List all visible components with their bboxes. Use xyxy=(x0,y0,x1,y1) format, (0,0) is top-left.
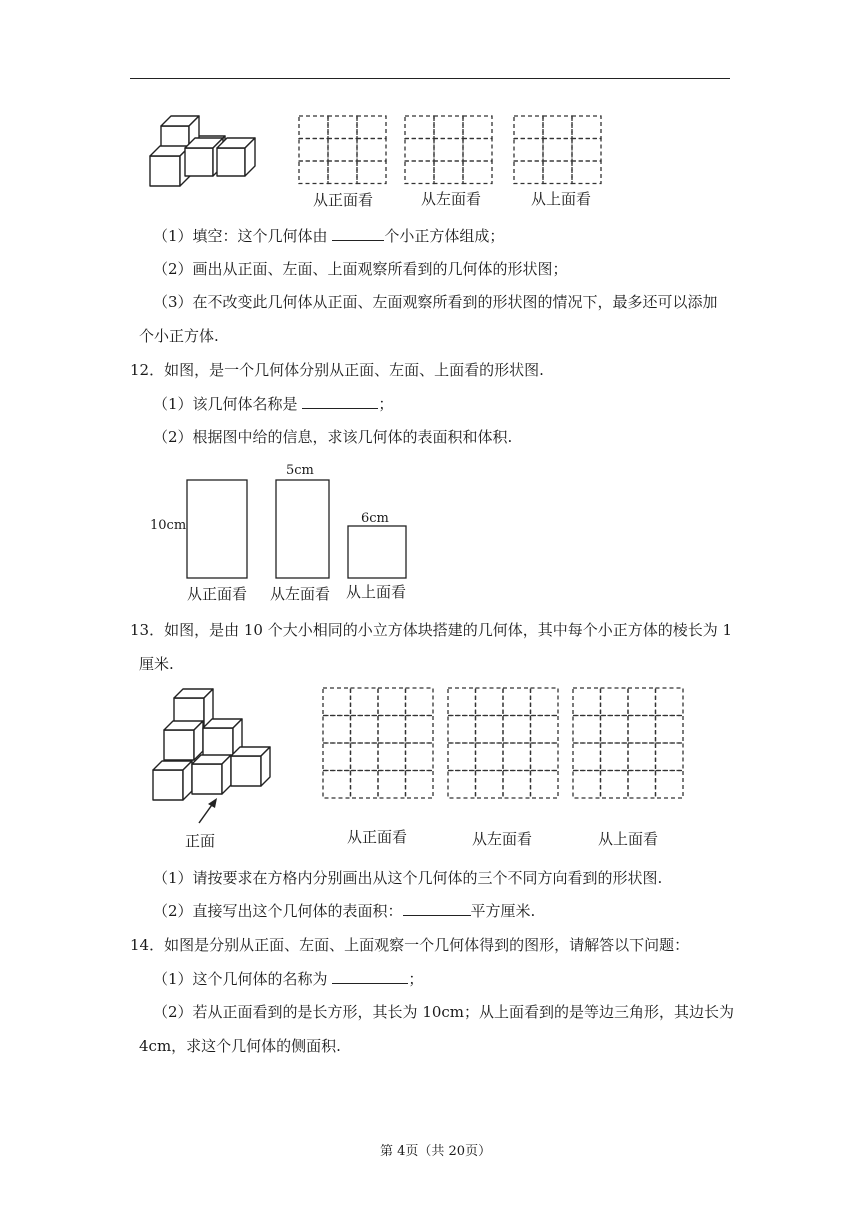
grid-cell xyxy=(514,116,543,139)
cube-face xyxy=(164,730,194,760)
q13-stem-line1: 13．如图，是由 10 个大小相同的小立方体块搭建的几何体，其中每个小正方体的棱长为 1 xyxy=(130,621,733,639)
grid-cell xyxy=(476,716,504,744)
q12-views xyxy=(185,478,410,580)
q11-part3-line2: 个小正方体. xyxy=(139,327,219,345)
grid-cell xyxy=(601,716,629,744)
q12-part1: （1）该几何体名称是 ； xyxy=(153,395,394,413)
q13-stem-line2: 厘米. xyxy=(139,655,174,673)
cube-face xyxy=(153,770,183,800)
grid-cell xyxy=(503,743,531,771)
grid-cell xyxy=(656,771,684,799)
q12-dim-top-width: 6cm xyxy=(361,511,389,526)
grid-cell xyxy=(531,771,559,799)
grid-cell xyxy=(434,116,463,139)
grid-cell xyxy=(573,716,601,744)
grid-cell xyxy=(378,743,406,771)
grid-cell xyxy=(434,139,463,162)
q11-blank-count[interactable] xyxy=(332,226,384,241)
grid-cell xyxy=(628,716,656,744)
header-rule xyxy=(130,78,730,79)
grid-cell xyxy=(601,743,629,771)
q11-part1: （1）填空：这个几何体由 个小正方体组成； xyxy=(153,227,505,245)
grid-cell xyxy=(328,161,357,184)
q11-grid-top xyxy=(513,115,603,185)
grid-cell xyxy=(323,688,351,716)
q12-blank-name[interactable] xyxy=(302,394,378,409)
grid-cell xyxy=(628,771,656,799)
grid-cell xyxy=(531,743,559,771)
grid-cell xyxy=(503,688,531,716)
grid-cell xyxy=(463,116,492,139)
grid-cell xyxy=(656,688,684,716)
grid-cell xyxy=(656,743,684,771)
grid-cell xyxy=(656,716,684,744)
grid-cell xyxy=(405,139,434,162)
grid-cell xyxy=(628,688,656,716)
grid-cell xyxy=(323,716,351,744)
q13-front-arrow xyxy=(195,796,225,826)
cube-face xyxy=(217,148,245,176)
grid-cell xyxy=(405,116,434,139)
grid-cell xyxy=(573,771,601,799)
grid-cell xyxy=(406,743,434,771)
grid-cell xyxy=(351,688,379,716)
grid-cell xyxy=(448,716,476,744)
grid-cell xyxy=(573,688,601,716)
q14-blank-name[interactable] xyxy=(332,969,408,984)
grid-cell xyxy=(503,771,531,799)
grid-cell xyxy=(543,139,572,162)
q11-part2: （2）画出从正面、左面、上面观察所看到的几何体的形状图； xyxy=(153,260,568,278)
q11-grid-front xyxy=(298,115,388,185)
q13-caption-left: 从左面看 xyxy=(472,830,533,848)
grid-cell xyxy=(448,688,476,716)
grid-cell xyxy=(351,743,379,771)
grid-cell xyxy=(572,139,601,162)
grid-cell xyxy=(323,771,351,799)
q12-part2: （2）根据图中给的信息，求该几何体的表面积和体积. xyxy=(153,428,513,446)
grid-cell xyxy=(543,116,572,139)
grid-cell xyxy=(323,743,351,771)
q13-part1: （1）请按要求在方格内分别画出从这个几何体的三个不同方向看到的形状图. xyxy=(153,869,663,887)
grid-cell xyxy=(406,716,434,744)
q13-grid-left xyxy=(447,687,562,802)
grid-cell xyxy=(476,743,504,771)
grid-cell xyxy=(299,139,328,162)
grid-cell xyxy=(463,139,492,162)
grid-cell xyxy=(514,161,543,184)
grid-cell xyxy=(531,688,559,716)
q11-caption-top: 从上面看 xyxy=(531,190,592,208)
grid-cell xyxy=(476,771,504,799)
grid-cell xyxy=(328,139,357,162)
q13-cube-figure xyxy=(148,688,278,806)
cube-face xyxy=(231,756,261,786)
q13-caption-front: 从正面看 xyxy=(347,828,408,846)
q13-part2: （2）直接写出这个几何体的表面积： 平方厘米. xyxy=(153,902,536,920)
grid-cell xyxy=(463,161,492,184)
q12-caption-left: 从左面看 xyxy=(270,585,331,603)
grid-cell xyxy=(514,139,543,162)
q11-part3-line1: （3）在不改变此几何体从正面、左面观察所看到的形状图的情况下，最多还可以添加 xyxy=(153,293,718,311)
q14-stem: 14．如图是分别从正面、左面、上面观察一个几何体得到的图形，请解答以下问题： xyxy=(130,936,690,954)
q11-caption-left: 从左面看 xyxy=(421,190,482,208)
q11-cube-figure xyxy=(145,108,260,190)
cube-face xyxy=(150,156,180,186)
grid-cell xyxy=(476,688,504,716)
q13-front-label: 正面 xyxy=(185,832,216,850)
q12-front-rect xyxy=(187,480,247,578)
grid-cell xyxy=(405,161,434,184)
grid-cell xyxy=(434,161,463,184)
q12-caption-front: 从正面看 xyxy=(187,585,248,603)
grid-cell xyxy=(406,688,434,716)
cube-face xyxy=(192,764,222,794)
grid-cell xyxy=(572,161,601,184)
grid-cell xyxy=(503,716,531,744)
q12-top-rect xyxy=(348,526,406,578)
grid-cell xyxy=(572,116,601,139)
grid-cell xyxy=(448,743,476,771)
grid-cell xyxy=(448,771,476,799)
q13-blank-area[interactable] xyxy=(403,901,471,916)
q12-stem: 12．如图，是一个几何体分别从正面、左面、上面看的形状图. xyxy=(130,361,544,379)
grid-cell xyxy=(351,716,379,744)
cube-face xyxy=(203,728,233,758)
q14-part2-line1: （2）若从正面看到的是长方形，其长为 10cm；从上面看到的是等边三角形，其边长为 xyxy=(153,1003,735,1021)
q13-caption-top: 从上面看 xyxy=(598,830,659,848)
grid-cell xyxy=(628,743,656,771)
grid-cell xyxy=(357,116,386,139)
cube-face xyxy=(185,148,213,176)
grid-cell xyxy=(328,116,357,139)
grid-cell xyxy=(601,688,629,716)
q11-grid-left xyxy=(404,115,494,185)
grid-cell xyxy=(357,139,386,162)
q12-dim-left-width: 5cm xyxy=(286,463,314,478)
q13-grid-top xyxy=(572,687,687,802)
grid-cell xyxy=(378,688,406,716)
q13-grid-front xyxy=(322,687,437,802)
grid-cell xyxy=(543,161,572,184)
page-footer: 第 4页（共 20页） xyxy=(380,1144,492,1159)
q12-caption-top: 从上面看 xyxy=(346,583,407,601)
grid-cell xyxy=(531,716,559,744)
grid-cell xyxy=(378,771,406,799)
grid-cell xyxy=(406,771,434,799)
q12-left-rect xyxy=(276,480,329,578)
grid-cell xyxy=(378,716,406,744)
grid-cell xyxy=(601,771,629,799)
grid-cell xyxy=(357,161,386,184)
q14-part2-line2: 4cm，求这个几何体的侧面积. xyxy=(139,1037,341,1055)
q14-part1: （1）这个几何体的名称为 ； xyxy=(153,970,424,988)
grid-cell xyxy=(351,771,379,799)
q11-caption-front: 从正面看 xyxy=(313,191,374,209)
grid-cell xyxy=(299,116,328,139)
q12-dim-height: 10cm xyxy=(150,518,187,533)
grid-cell xyxy=(573,743,601,771)
grid-cell xyxy=(299,161,328,184)
